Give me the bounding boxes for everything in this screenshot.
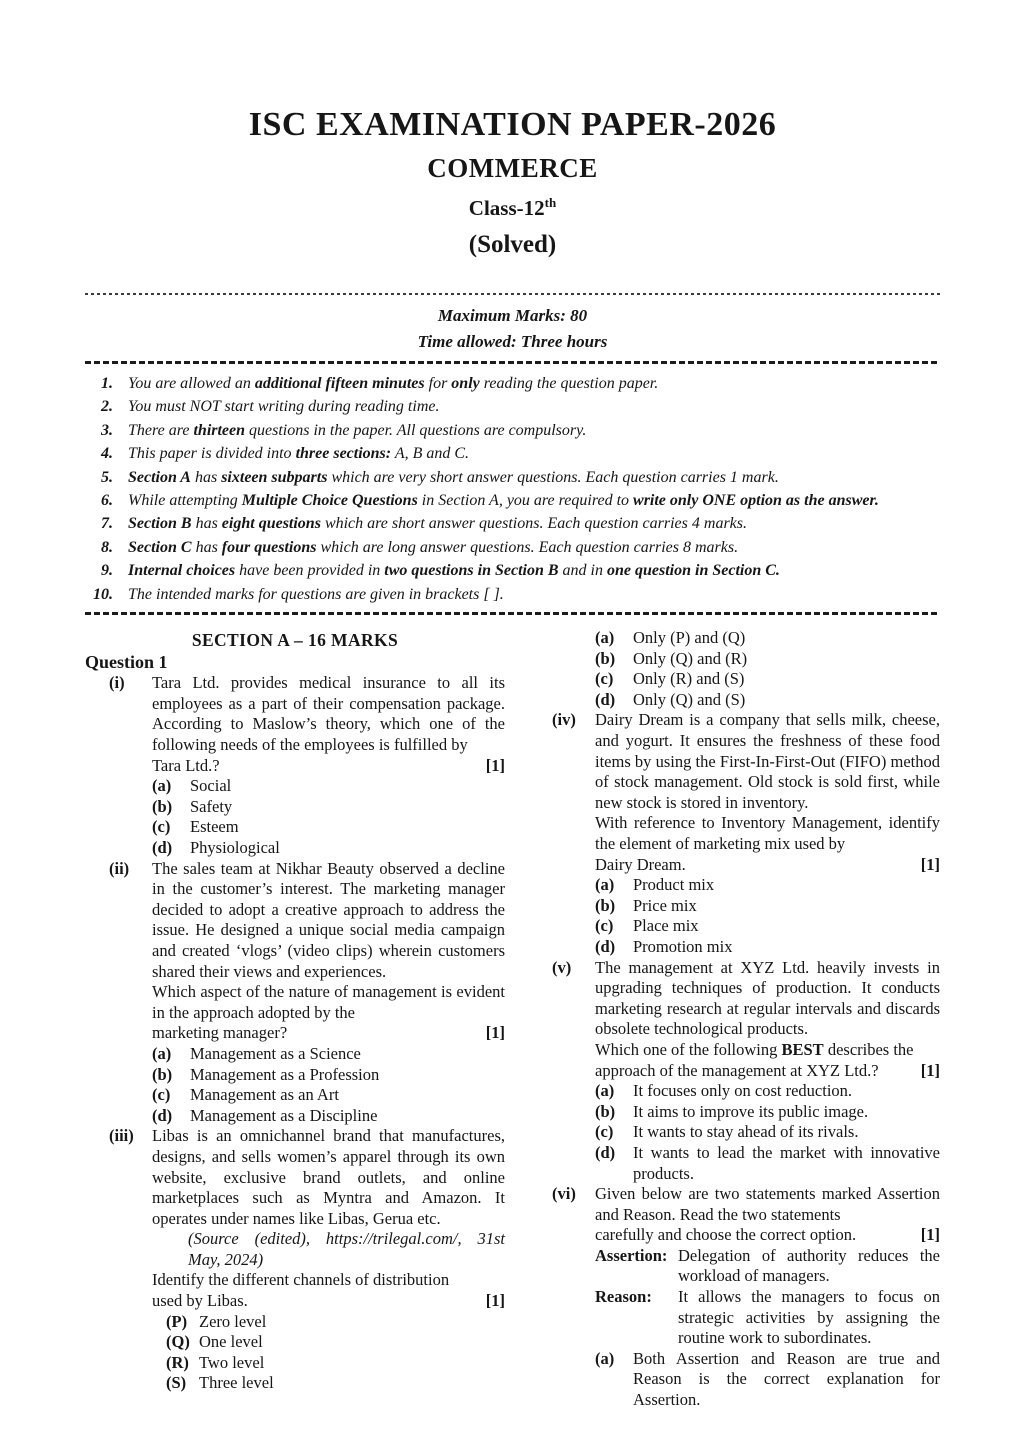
subquestion-i-body [152,673,505,858]
instruction-number: 9. [101,562,113,580]
instruction-item [85,442,940,465]
option-label: (c) [595,916,614,936]
option-row [166,1353,505,1374]
option-row [152,817,505,838]
subquestion-iii-label: (iii) [109,1126,134,1146]
marks-badge: [1] [485,1023,505,1043]
option-text: Both Assertion and Reason are true and Reason is the correct explanation for Assertion. [633,1348,940,1410]
subquestion-iv-body [595,710,940,957]
subquestion-iv-question: With reference to Inventory Management, identify the element of marketing mix used by [595,813,940,853]
option-row [595,1081,940,1102]
option-label: (b) [595,895,616,915]
instructions-list [85,372,940,606]
subquestion-v [552,958,940,1185]
option-text: Management as a Discipline [190,1105,378,1125]
instruction-item [85,536,940,559]
instruction-text: Section A has sixteen subparts which are very short answer questions. Each question carries 1 mark. [128,468,779,486]
option-text: Physiological [190,838,280,857]
option-text: It aims to improve its public image. [633,1101,869,1121]
option-label: (S) [166,1373,187,1393]
subquestion-iii-question-end: used by Libas. [152,1291,248,1311]
reason-text: It allows the managers to focus on strategic activities by assigning the routine work to subordinates. [678,1287,940,1348]
option-label: (d) [152,1105,173,1125]
instruction-item [85,372,940,395]
option-row [152,776,505,797]
subquestion-iv-question-end: Dairy Dream. [595,854,686,874]
option-text: Management as an Art [190,1085,339,1105]
right-column [552,628,940,1411]
divider-instructions [85,612,940,615]
option-text: Social [190,776,232,796]
option-label: (a) [595,1081,615,1101]
option-text: Promotion mix [633,936,733,956]
instruction-item [85,512,940,535]
option-label: (a) [152,776,172,796]
subquestion-ii-label: (ii) [109,858,130,878]
instruction-text: There are thirteen questions in the paper. All questions are compulsory. [128,421,587,439]
subquestion-iii-body [152,1126,505,1394]
instruction-text: You must NOT start writing during reading time. [128,398,440,416]
subquestion-vi [552,1184,940,1411]
option-text: Zero level [199,1311,267,1331]
option-row [595,916,940,937]
option-text: Three level [199,1373,274,1393]
option-label: (Q) [166,1332,190,1352]
marks-badge: [1] [920,854,940,874]
subquestion-v-question-end: approach of the management at XYZ Ltd.? [595,1060,879,1080]
subquestion-iii-question: Identify the different channels of distribution [152,1270,450,1290]
instruction-number: 6. [101,492,113,510]
option-row [152,1085,505,1106]
option-row [595,669,940,690]
assertion-label: Assertion: [595,1245,668,1265]
time-allowed: Time allowed: Three hours [417,332,608,351]
option-text: One level [199,1332,263,1352]
option-row [152,838,505,859]
option-label: (b) [152,796,173,816]
option-text: Two level [199,1352,265,1372]
instruction-number: 2. [101,398,113,416]
option-text: Place mix [633,916,699,936]
subquestion-i-question-end: Tara Ltd.? [152,755,220,775]
subquestion-v-question: Which one of the following BEST describes the [595,1039,914,1059]
assertion-row [595,1246,940,1287]
option-label: (a) [595,875,615,895]
option-text: Esteem [190,817,239,837]
question-columns [85,628,940,1411]
subquestion-i [85,673,505,858]
paper-solved-tag: (Solved) [468,231,557,258]
option-text: Only (P) and (Q) [633,628,746,648]
left-column [85,628,505,1411]
instruction-number: 10. [93,585,113,603]
option-row [152,1065,505,1086]
option-text: Only (R) and (S) [633,669,745,689]
subquestion-iii [85,1126,505,1394]
subquestion-iv [552,710,940,957]
paper-header [85,0,940,259]
option-label: (d) [595,689,616,709]
subquestion-iii-text: Libas is an omnichannel brand that manufactures, designs, and sells women’s apparel through its own website, exclusive brand outlets, and online marketplaces such as Myntra and Amazon. It operates under names like Libas, Gerua etc. [152,1126,505,1228]
subquestion-vi-label: (vi) [552,1184,576,1204]
option-row [595,1122,940,1143]
marks-badge: [1] [485,1291,505,1311]
subquestion-iii-source: (Source (edited), https://trilegal.com/, 31st May, 2024) [188,1229,505,1269]
option-row [152,1044,505,1065]
option-label: (d) [152,838,173,857]
subquestion-v-text: The management at XYZ Ltd. heavily invests in upgrading techniques of production. It conducts marketing research at regular intervals and discards obsolete technological products. [595,957,940,1039]
option-row [166,1373,505,1394]
reason-row [595,1287,940,1349]
option-row [595,896,940,917]
option-label: (b) [595,648,616,668]
reason-label: Reason: [595,1287,652,1307]
instruction-text: Section C has four questions which are long answer questions. Each question carries 8 marks. [128,538,739,556]
statement-options [166,1312,505,1394]
instruction-text: While attempting Multiple Choice Questions in Section A, you are required to write only ONE option as the answer. [128,492,879,510]
subquestion-iv-label: (iv) [552,710,576,730]
subquestion-vi-body [595,1184,940,1411]
option-label: (c) [152,1085,171,1105]
subquestion-vi-question-end: carefully and choose the correct option. [595,1225,857,1245]
instruction-number: 7. [101,515,113,533]
instruction-number: 1. [101,375,113,392]
instruction-item [85,559,940,582]
subquestion-ii-question-end: marketing manager? [152,1023,288,1043]
option-row [166,1332,505,1353]
subquestion-iv-question-line [595,855,940,876]
option-row [595,649,940,670]
option-row [595,1143,940,1184]
option-row [595,628,940,649]
instruction-text: This paper is divided into three sections: A, B and C. [128,445,470,463]
paper-class [85,195,940,221]
instruction-item [85,466,940,489]
subquestion-ii [85,859,505,1127]
paper-subject: COMMERCE [427,153,598,183]
instruction-item [85,489,940,512]
subquestion-iii-answers [595,628,940,710]
instruction-number: 5. [101,468,113,486]
option-text: Product mix [633,875,715,895]
subquestion-ii-question-line [152,1023,505,1044]
divider-meta [85,361,940,364]
subquestion-v-question-line [595,1061,940,1082]
subquestion-v-body [595,958,940,1185]
option-label: (d) [595,1142,616,1162]
option-label: (a) [152,1043,172,1063]
option-row [595,937,940,958]
subquestion-i-question-line [152,756,505,777]
option-label: (b) [152,1064,173,1084]
subquestion-iv-text: Dairy Dream is a company that sells milk, cheese, and yogurt. It ensures the freshness of these food items by using the First-In-First-Out (FIFO) method of stock management. Old stock is sold first, while new stock is stored in inventory. [595,710,940,812]
option-label: (a) [595,1348,615,1368]
subquestion-ii-question: Which aspect of the nature of management is evident in the approach adopted by the [152,982,505,1022]
max-marks: Maximum Marks: 80 [437,306,588,325]
marks-badge: [1] [920,1060,940,1080]
marks-badge: [1] [920,1225,940,1245]
option-label: (P) [166,1311,188,1331]
instruction-text: Internal choices have been provided in two questions in Section B and in one question in Section C. [128,562,780,580]
option-label: (R) [166,1352,189,1372]
option-row [595,1102,940,1123]
marks-badge: [1] [485,755,505,775]
subquestion-vi-question-line [595,1225,940,1246]
option-row [595,875,940,896]
question-1-label: Question 1 [85,651,168,672]
instruction-text: Section B has eight questions which are short answer questions. Each question carries 4 marks. [128,515,747,533]
option-row [595,690,940,711]
option-text: It wants to stay ahead of its rivals. [633,1122,859,1142]
option-row [152,1106,505,1127]
option-text: Only (Q) and (R) [633,648,748,668]
paper-class-ordinal: th [544,195,557,210]
instruction-text: The intended marks for questions are given in brackets [ ]. [128,585,504,603]
option-text: Management as a Science [190,1043,361,1063]
option-text: Management as a Profession [190,1064,380,1084]
option-label: (d) [595,936,616,956]
instruction-text: You are allowed an additional fifteen minutes for only reading the question paper. [128,375,659,392]
option-text: Only (Q) and (S) [633,689,746,709]
instruction-item [85,395,940,418]
paper-title: ISC EXAMINATION PAPER-2026 [248,106,777,143]
option-text: Price mix [633,895,697,915]
instruction-item [85,583,940,606]
paper-meta [85,295,940,361]
section-a-heading: SECTION A – 16 MARKS [191,630,399,651]
option-row [595,1349,940,1411]
option-label: (c) [595,669,614,689]
instruction-number: 8. [101,538,113,556]
subquestion-vi-question: Given below are two statements marked Assertion and Reason. Read the two statements [595,1184,940,1224]
instruction-number: 4. [101,445,113,463]
instruction-item [85,419,940,442]
subquestion-i-label: (i) [109,673,125,693]
instruction-number: 3. [101,421,113,439]
subquestion-ii-text: The sales team at Nikhar Beauty observed a decline in the customer’s interest. The marketing manager decided to adopt a creative approach to address the issue. He designed a unique social media campaign and created ‘vlogs’ (video clips) wherein customers shared their views and experiences. [152,858,505,981]
option-text: Safety [190,796,233,816]
paper-class-text: Class-12 [468,196,545,220]
subquestion-i-text: Tara Ltd. provides medical insurance to all its employees as a part of their compensation package. According to Maslow’s theory, which one of the following needs of the employees is fulfilled by [152,673,505,755]
option-row [166,1312,505,1333]
option-row [152,797,505,818]
assertion-text: Delegation of authority reduces the workload of managers. [678,1245,940,1286]
option-label: (c) [595,1122,614,1142]
subquestion-v-label: (v) [552,957,572,977]
option-text: It focuses only on cost reduction. [633,1081,853,1101]
option-label: (c) [152,817,171,837]
option-label: (b) [595,1101,616,1121]
subquestion-iii-question-line [152,1291,505,1312]
option-label: (a) [595,628,615,648]
subquestion-ii-body [152,859,505,1127]
option-text: It wants to lead the market with innovative products. [633,1142,940,1183]
